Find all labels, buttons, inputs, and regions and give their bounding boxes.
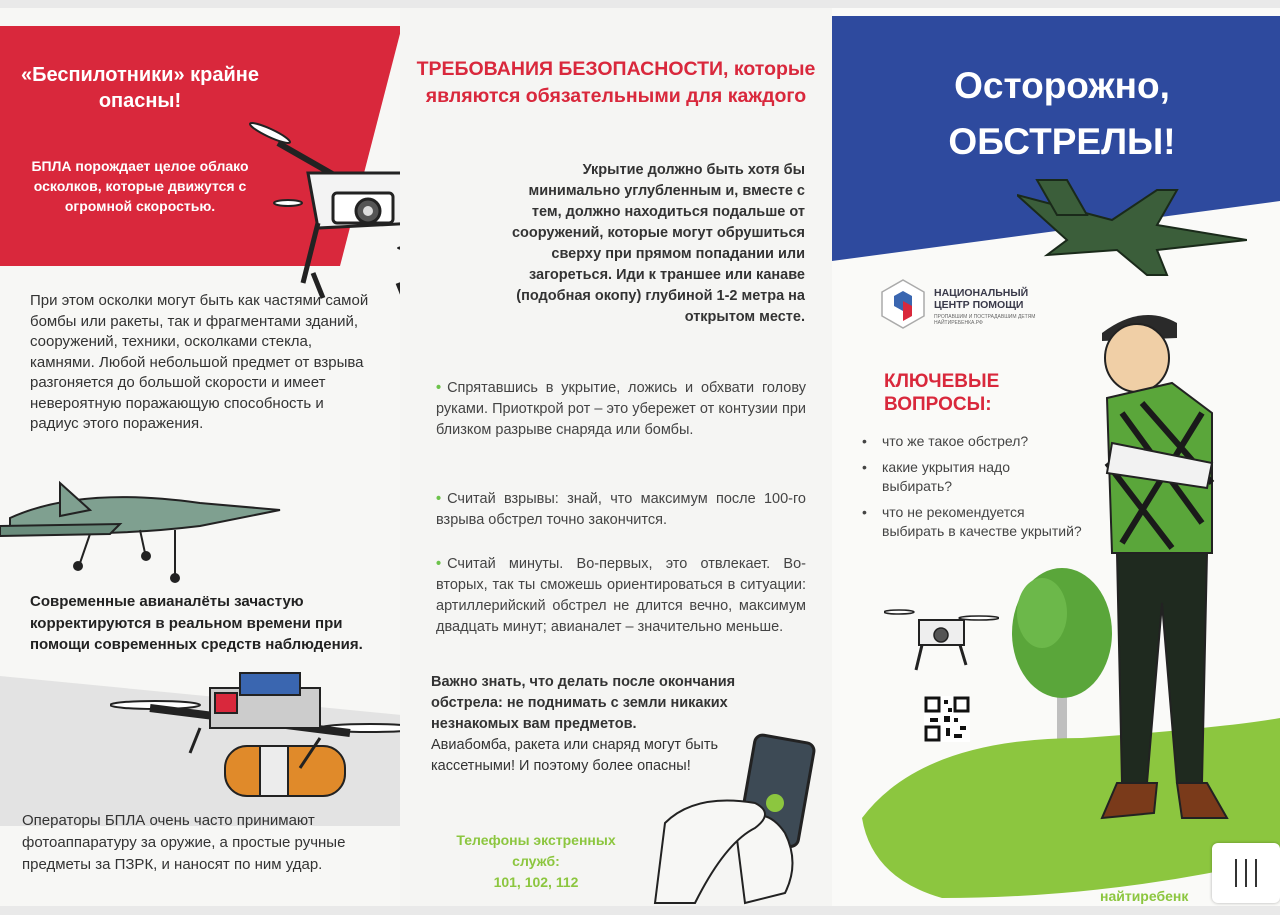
boy-character-icon [1082, 303, 1262, 848]
small-drone-icon [884, 600, 999, 680]
ncp-logo-text: НАЦИОНАЛЬНЫЙ ЦЕНТР ПОМОЩИ [934, 287, 1029, 311]
bullet-dot-icon: • [436, 380, 442, 396]
key-questions-list [862, 432, 1082, 548]
after-shelling-regular: Авиабомба, ракета или снаряд могут быть кассетными! И поэтому более опасны! [431, 737, 719, 774]
list-item: • какие укрытия надо выбирать? [862, 458, 1082, 496]
list-item: • что же такое обстрел? [862, 432, 1082, 451]
fighter-jet-icon [1017, 170, 1247, 280]
bullet-dot-icon: • [436, 491, 442, 507]
list-item: • что не рекомендуется выбирать в качестве укрытий? [862, 503, 1082, 541]
cover-title [872, 58, 1252, 170]
right-panel [832, 8, 1280, 906]
phones-label: Телефоны экстренных служб: [456, 832, 616, 869]
bullet-item: • Считай взрывы: знай, что максимум после 100-го взрыва обстрел точно закончится. [436, 491, 806, 528]
phones-numbers: 101, 102, 112 [493, 874, 579, 890]
operators-text: Операторы БПЛА очень часто принимают фотоаппаратуру за оружие, а простые ручные предметы за ПЗРК, и наносят по ним удар. [22, 812, 346, 873]
key-questions-title: КЛЮЧЕВЫЕ ВОПРОСЫ: [884, 371, 1000, 415]
after-shelling-bold: Важно знать, что делать после окончания обстрела: не поднимать с земли никаких незнакомых вам предметов. [431, 674, 736, 732]
emergency-phones [436, 830, 636, 893]
page-slider-handle[interactable] [1212, 843, 1280, 903]
bomb-drone-icon [110, 668, 412, 808]
fragments-text: При этом осколки могут быть как частями самой бомбы или ракеты, так и фрагментами зданий, сооружений, техники, осколками стекла, камнями. Любой небольшой предмет от взрыва разгоняется до большой скорости и имеет невероятную поражающую способность и радиус этого поражения. [30, 292, 369, 432]
cover-title-line1: Осторожно, [954, 65, 1170, 106]
safety-requirements-title: ТРЕБОВАНИЯ БЕЗОПАСНОСТИ, которые являются обязательными для каждого [416, 58, 816, 107]
ncp-logo-icon [880, 278, 926, 330]
phone-hand-icon [635, 733, 832, 906]
site-url: найтиребенк [1100, 888, 1189, 904]
bullet-item: • Считай минуты. Во-первых, это отвлекает. Во-вторых, так ты сможешь ориентироваться в ситуации: артиллерийский обстрел не длится вечно, максимум двадцать минут; авианалет – значительно меньше. [436, 556, 806, 635]
left-panel [0, 8, 412, 906]
bullet-item: • Спрятавшись в укрытие, ложись и обхвати голову руками. Приоткрой рот – это убережет от контузии при близком разрыве снаряда или бомбы. [436, 380, 806, 438]
shelter-text: Укрытие должно быть хотя бы минимально углубленным и, вместе с тем, должно находиться подальше от сооружений, которые могут обрушиться сверху при прямом попадании или загореться. Иди к траншее или канаве (подобная окопу) глубиной 1-2 метра на открытом месте. [511, 162, 805, 325]
quadcopter-drone-icon [248, 113, 412, 313]
cover-title-line2: ОБСТРЕЛЫ! [948, 121, 1176, 162]
middle-panel [400, 8, 832, 906]
drones-title: «Беспилотники» крайне опасны! [20, 64, 260, 112]
fixed-wing-drone-icon [0, 478, 290, 588]
airstrikes-text: Современные авианалёты зачастую корректируются в реальном времени при помощи современных средств наблюдения. [30, 593, 363, 653]
drones-lead: БПЛА порождает целое облако осколков, которые движутся с огромной скоростью. [31, 158, 249, 214]
bullet-dot-icon: • [436, 556, 442, 572]
ncp-logo-subtitle: ПРОПАВШИМ И ПОСТРАДАВШИМ ДЕТЯМ НАЙТИРЕБЕНКА.РФ [934, 314, 1036, 326]
